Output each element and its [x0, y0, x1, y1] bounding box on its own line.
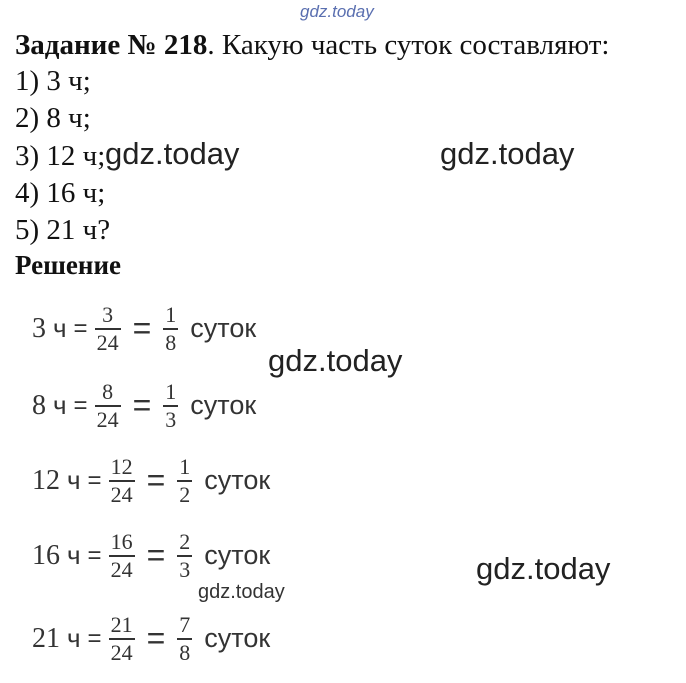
equation-2	[32, 380, 256, 432]
eq-fraction-1	[109, 455, 135, 507]
denominator: 8	[179, 639, 191, 665]
eq-equals: =	[73, 314, 88, 342]
eq-equals-big: =	[132, 387, 152, 424]
task-item-1: 1) 3 ч;	[15, 65, 91, 97]
numerator: 16	[110, 529, 133, 554]
numerator: 12	[110, 454, 133, 479]
watermark-top: gdz.today	[300, 2, 374, 21]
numerator: 1	[165, 302, 177, 327]
numerator: 7	[179, 612, 191, 637]
task-item-3: 3) 12 ч;	[15, 140, 106, 172]
numerator: 8	[102, 379, 114, 404]
equation-4	[32, 530, 270, 582]
watermark-4: gdz.today	[476, 551, 611, 586]
denominator: 3	[179, 556, 191, 582]
eq-word: суток	[204, 465, 271, 496]
denominator: 2	[179, 481, 191, 507]
equation-1	[32, 303, 256, 355]
task-item-4: 4) 16 ч;	[15, 177, 106, 209]
watermark-2: gdz.today	[440, 136, 575, 171]
eq-unit: ч	[67, 540, 81, 571]
denominator: 24	[110, 639, 133, 665]
eq-hours: 8	[32, 389, 46, 421]
task-label: Задание № 218	[15, 29, 208, 61]
eq-fraction-1	[95, 303, 121, 355]
numerator: 1	[179, 454, 191, 479]
eq-fraction-2	[163, 380, 178, 432]
eq-equals: =	[87, 541, 102, 569]
numerator: 21	[110, 612, 133, 637]
numerator: 3	[102, 302, 114, 327]
eq-equals-big: =	[146, 537, 166, 574]
eq-word: суток	[204, 540, 271, 571]
eq-equals: =	[73, 391, 88, 419]
watermark-1: gdz.today	[105, 136, 240, 171]
denominator: 3	[165, 406, 177, 432]
eq-equals-big: =	[146, 462, 166, 499]
eq-unit: ч	[53, 313, 67, 344]
eq-fraction-1	[95, 380, 121, 432]
eq-equals-big: =	[146, 620, 166, 657]
task-item-2: 2) 8 ч;	[15, 102, 91, 134]
denominator: 24	[110, 481, 133, 507]
denominator: 8	[165, 329, 177, 355]
task-statement	[15, 27, 609, 63]
equation-5	[32, 613, 270, 665]
eq-equals-big: =	[132, 310, 152, 347]
eq-hours: 21	[32, 622, 60, 654]
eq-hours: 12	[32, 464, 60, 496]
eq-equals: =	[87, 624, 102, 652]
eq-unit: ч	[67, 465, 81, 496]
task-item-5: 5) 21 ч?	[15, 214, 111, 246]
eq-fraction-1	[109, 613, 135, 665]
equation-3	[32, 455, 270, 507]
eq-fraction-1	[109, 530, 135, 582]
eq-fraction-2	[177, 613, 192, 665]
eq-fraction-2	[163, 303, 178, 355]
eq-word: суток	[190, 313, 257, 344]
eq-fraction-2	[177, 455, 192, 507]
eq-hours: 3	[32, 312, 46, 344]
task-question: . Какую часть суток составляют:	[207, 29, 610, 61]
eq-unit: ч	[53, 390, 67, 421]
eq-fraction-2	[177, 530, 192, 582]
numerator: 1	[165, 379, 177, 404]
eq-equals: =	[87, 466, 102, 494]
eq-word: суток	[190, 390, 257, 421]
solution-heading: Решение	[15, 250, 121, 280]
eq-unit: ч	[67, 623, 81, 654]
watermark-5: gdz.today	[198, 581, 285, 603]
eq-word: суток	[204, 623, 271, 654]
denominator: 24	[96, 329, 119, 355]
watermark-3: gdz.today	[268, 343, 403, 378]
eq-hours: 16	[32, 539, 60, 571]
denominator: 24	[110, 556, 133, 582]
denominator: 24	[96, 406, 119, 432]
numerator: 2	[179, 529, 191, 554]
